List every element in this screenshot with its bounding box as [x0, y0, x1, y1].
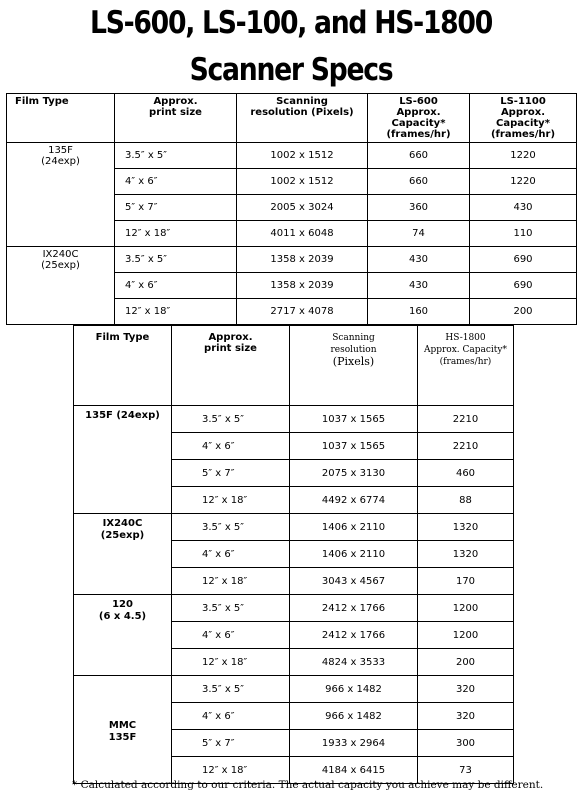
table-row: [74, 406, 514, 433]
resolution-cell: 4492 x 6774: [290, 487, 418, 514]
print-size-cell: 12″ x 18″: [172, 757, 290, 784]
text-line: 135F (24exp): [85, 410, 160, 421]
hs1800-capacity-cell: 1320: [418, 541, 514, 568]
print-size-cell: 5″ x 7″: [172, 460, 290, 487]
resolution-cell: 4011 x 6048: [237, 221, 368, 247]
text-line: 135F: [48, 145, 73, 156]
resolution-cell: 2005 x 3024: [237, 195, 368, 221]
hs1800-capacity-cell: 2210: [418, 433, 514, 460]
ls1100-capacity-cell: 200: [470, 299, 577, 325]
resolution-cell: 1002 x 1512: [237, 143, 368, 169]
resolution-cell: 1037 x 1565: [290, 406, 418, 433]
ls1100-capacity-cell: 690: [470, 273, 577, 299]
print-size-cell: 4″ x 6″: [172, 703, 290, 730]
print-size-cell: 3.5″ x 5″: [172, 676, 290, 703]
film-type-cell: [7, 247, 115, 325]
text-line: (24exp): [41, 156, 80, 167]
resolution-cell: 2075 x 3130: [290, 460, 418, 487]
resolution-cell: 4824 x 3533: [290, 649, 418, 676]
film-type-cell: [74, 676, 172, 784]
hs1800-capacity-cell: 73: [418, 757, 514, 784]
ls600-capacity-cell: 160: [368, 299, 470, 325]
ls1100-capacity-cell: 1220: [470, 143, 577, 169]
page-subtitle: Scanner Specs: [189, 52, 393, 88]
hs1800-capacity-cell: 1200: [418, 595, 514, 622]
resolution-cell: 4184 x 6415: [290, 757, 418, 784]
text-line: Scanning: [276, 96, 328, 107]
column-header: [418, 326, 514, 406]
print-size-cell: 12″ x 18″: [115, 299, 237, 325]
text-line: (frames/hr): [439, 357, 492, 367]
print-size-cell: 12″ x 18″: [172, 568, 290, 595]
film-type-cell: [74, 595, 172, 676]
print-size-cell: 3.5″ x 5″: [115, 247, 237, 273]
resolution-cell: 1358 x 2039: [237, 273, 368, 299]
spec-table-ls: [6, 93, 577, 325]
hs1800-capacity-cell: 1320: [418, 514, 514, 541]
resolution-cell: 2412 x 1766: [290, 595, 418, 622]
text-line: Capacity*: [391, 118, 446, 129]
ls600-capacity-cell: 360: [368, 195, 470, 221]
hs1800-capacity-cell: 88: [418, 487, 514, 514]
film-type-cell: [7, 143, 115, 247]
print-size-cell: 5″ x 7″: [115, 195, 237, 221]
resolution-cell: 966 x 1482: [290, 703, 418, 730]
text-line: Approx. Capacity*: [423, 345, 508, 355]
text-line: Scanning: [332, 333, 375, 343]
text-line: resolution (Pixels): [250, 107, 354, 118]
ls600-capacity-cell: 74: [368, 221, 470, 247]
ls600-capacity-cell: 430: [368, 273, 470, 299]
text-line: IX240C: [42, 249, 79, 260]
column-header: [74, 326, 172, 406]
print-size-cell: 4″ x 6″: [172, 541, 290, 568]
text-line: Film Type: [15, 96, 69, 107]
ls600-capacity-cell: 660: [368, 143, 470, 169]
film-type-cell: [74, 406, 172, 514]
column-header: [115, 94, 237, 143]
print-size-cell: 12″ x 18″: [172, 487, 290, 514]
text-line: (frames/hr): [386, 129, 451, 140]
page-title: LS-600, LS-100, and HS-1800: [90, 5, 492, 41]
text-line: Approx.: [208, 332, 253, 343]
ls1100-capacity-cell: 690: [470, 247, 577, 273]
table-row: [74, 676, 514, 703]
column-header: [7, 94, 115, 143]
text-line: 135F: [108, 731, 137, 743]
ls600-capacity-cell: 430: [368, 247, 470, 273]
text-line: Capacity*: [496, 118, 550, 129]
text-line: IX240C: [102, 518, 143, 529]
text-line: HS-1800: [445, 333, 486, 343]
print-size-cell: 3.5″ x 5″: [115, 143, 237, 169]
resolution-cell: 1037 x 1565: [290, 433, 418, 460]
resolution-cell: 1406 x 2110: [290, 514, 418, 541]
film-type-cell: [74, 514, 172, 595]
column-header: [368, 94, 470, 143]
print-size-cell: 4″ x 6″: [172, 433, 290, 460]
column-header: [470, 94, 577, 143]
table-row: [7, 143, 577, 169]
ls1100-capacity-cell: 430: [470, 195, 577, 221]
text-line: print size: [204, 343, 257, 354]
hs1800-capacity-cell: 460: [418, 460, 514, 487]
hs1800-capacity-cell: 320: [418, 676, 514, 703]
footnote: * Calculated according to our criteria. The actual capacity you achieve may be different.: [72, 779, 544, 791]
table-header-row: [74, 326, 514, 406]
print-size-cell: 12″ x 18″: [172, 649, 290, 676]
text-line: resolution: [330, 345, 377, 355]
text-line: (25exp): [41, 260, 80, 271]
table-row: [74, 514, 514, 541]
resolution-cell: 1358 x 2039: [237, 247, 368, 273]
text-line: MMC: [108, 719, 137, 731]
hs1800-capacity-cell: 320: [418, 703, 514, 730]
text-line: (6 x 4.5): [98, 611, 147, 622]
resolution-cell: 1406 x 2110: [290, 541, 418, 568]
resolution-cell: 2717 x 4078: [237, 299, 368, 325]
text-line: LS-600: [399, 96, 438, 107]
text-line: Approx.: [153, 96, 198, 107]
ls1100-capacity-cell: 1220: [470, 169, 577, 195]
text-line: Approx.: [500, 107, 546, 118]
resolution-cell: 966 x 1482: [290, 676, 418, 703]
print-size-cell: 4″ x 6″: [115, 169, 237, 195]
column-header: [290, 326, 418, 406]
hs1800-capacity-cell: 2210: [418, 406, 514, 433]
print-size-cell: 5″ x 7″: [172, 730, 290, 757]
ls600-capacity-cell: 660: [368, 169, 470, 195]
resolution-cell: 2412 x 1766: [290, 622, 418, 649]
hs1800-capacity-cell: 1200: [418, 622, 514, 649]
resolution-cell: 1002 x 1512: [237, 169, 368, 195]
text-line: LS-1100: [500, 96, 546, 107]
hs1800-capacity-cell: 170: [418, 568, 514, 595]
resolution-cell: 3043 x 4567: [290, 568, 418, 595]
print-size-cell: 3.5″ x 5″: [172, 514, 290, 541]
hs1800-capacity-cell: 300: [418, 730, 514, 757]
print-size-cell: 3.5″ x 5″: [172, 595, 290, 622]
column-header: [237, 94, 368, 143]
print-size-cell: 3.5″ x 5″: [172, 406, 290, 433]
print-size-cell: 12″ x 18″: [115, 221, 237, 247]
print-size-cell: 4″ x 6″: [115, 273, 237, 299]
text-line: 120: [112, 599, 133, 610]
print-size-cell: 4″ x 6″: [172, 622, 290, 649]
spec-table-hs: [73, 325, 514, 784]
resolution-cell: 1933 x 2964: [290, 730, 418, 757]
column-header: [172, 326, 290, 406]
text-line: (frames/hr): [490, 129, 556, 140]
text-line: (Pixels): [332, 355, 375, 368]
ls1100-capacity-cell: 110: [470, 221, 577, 247]
table-header-row: [7, 94, 577, 143]
text-line: Film Type: [95, 332, 150, 343]
table-row: [74, 595, 514, 622]
table-row: [7, 247, 577, 273]
text-line: (25exp): [100, 530, 145, 541]
hs1800-capacity-cell: 200: [418, 649, 514, 676]
text-line: print size: [149, 107, 202, 118]
text-line: Approx.: [396, 107, 441, 118]
